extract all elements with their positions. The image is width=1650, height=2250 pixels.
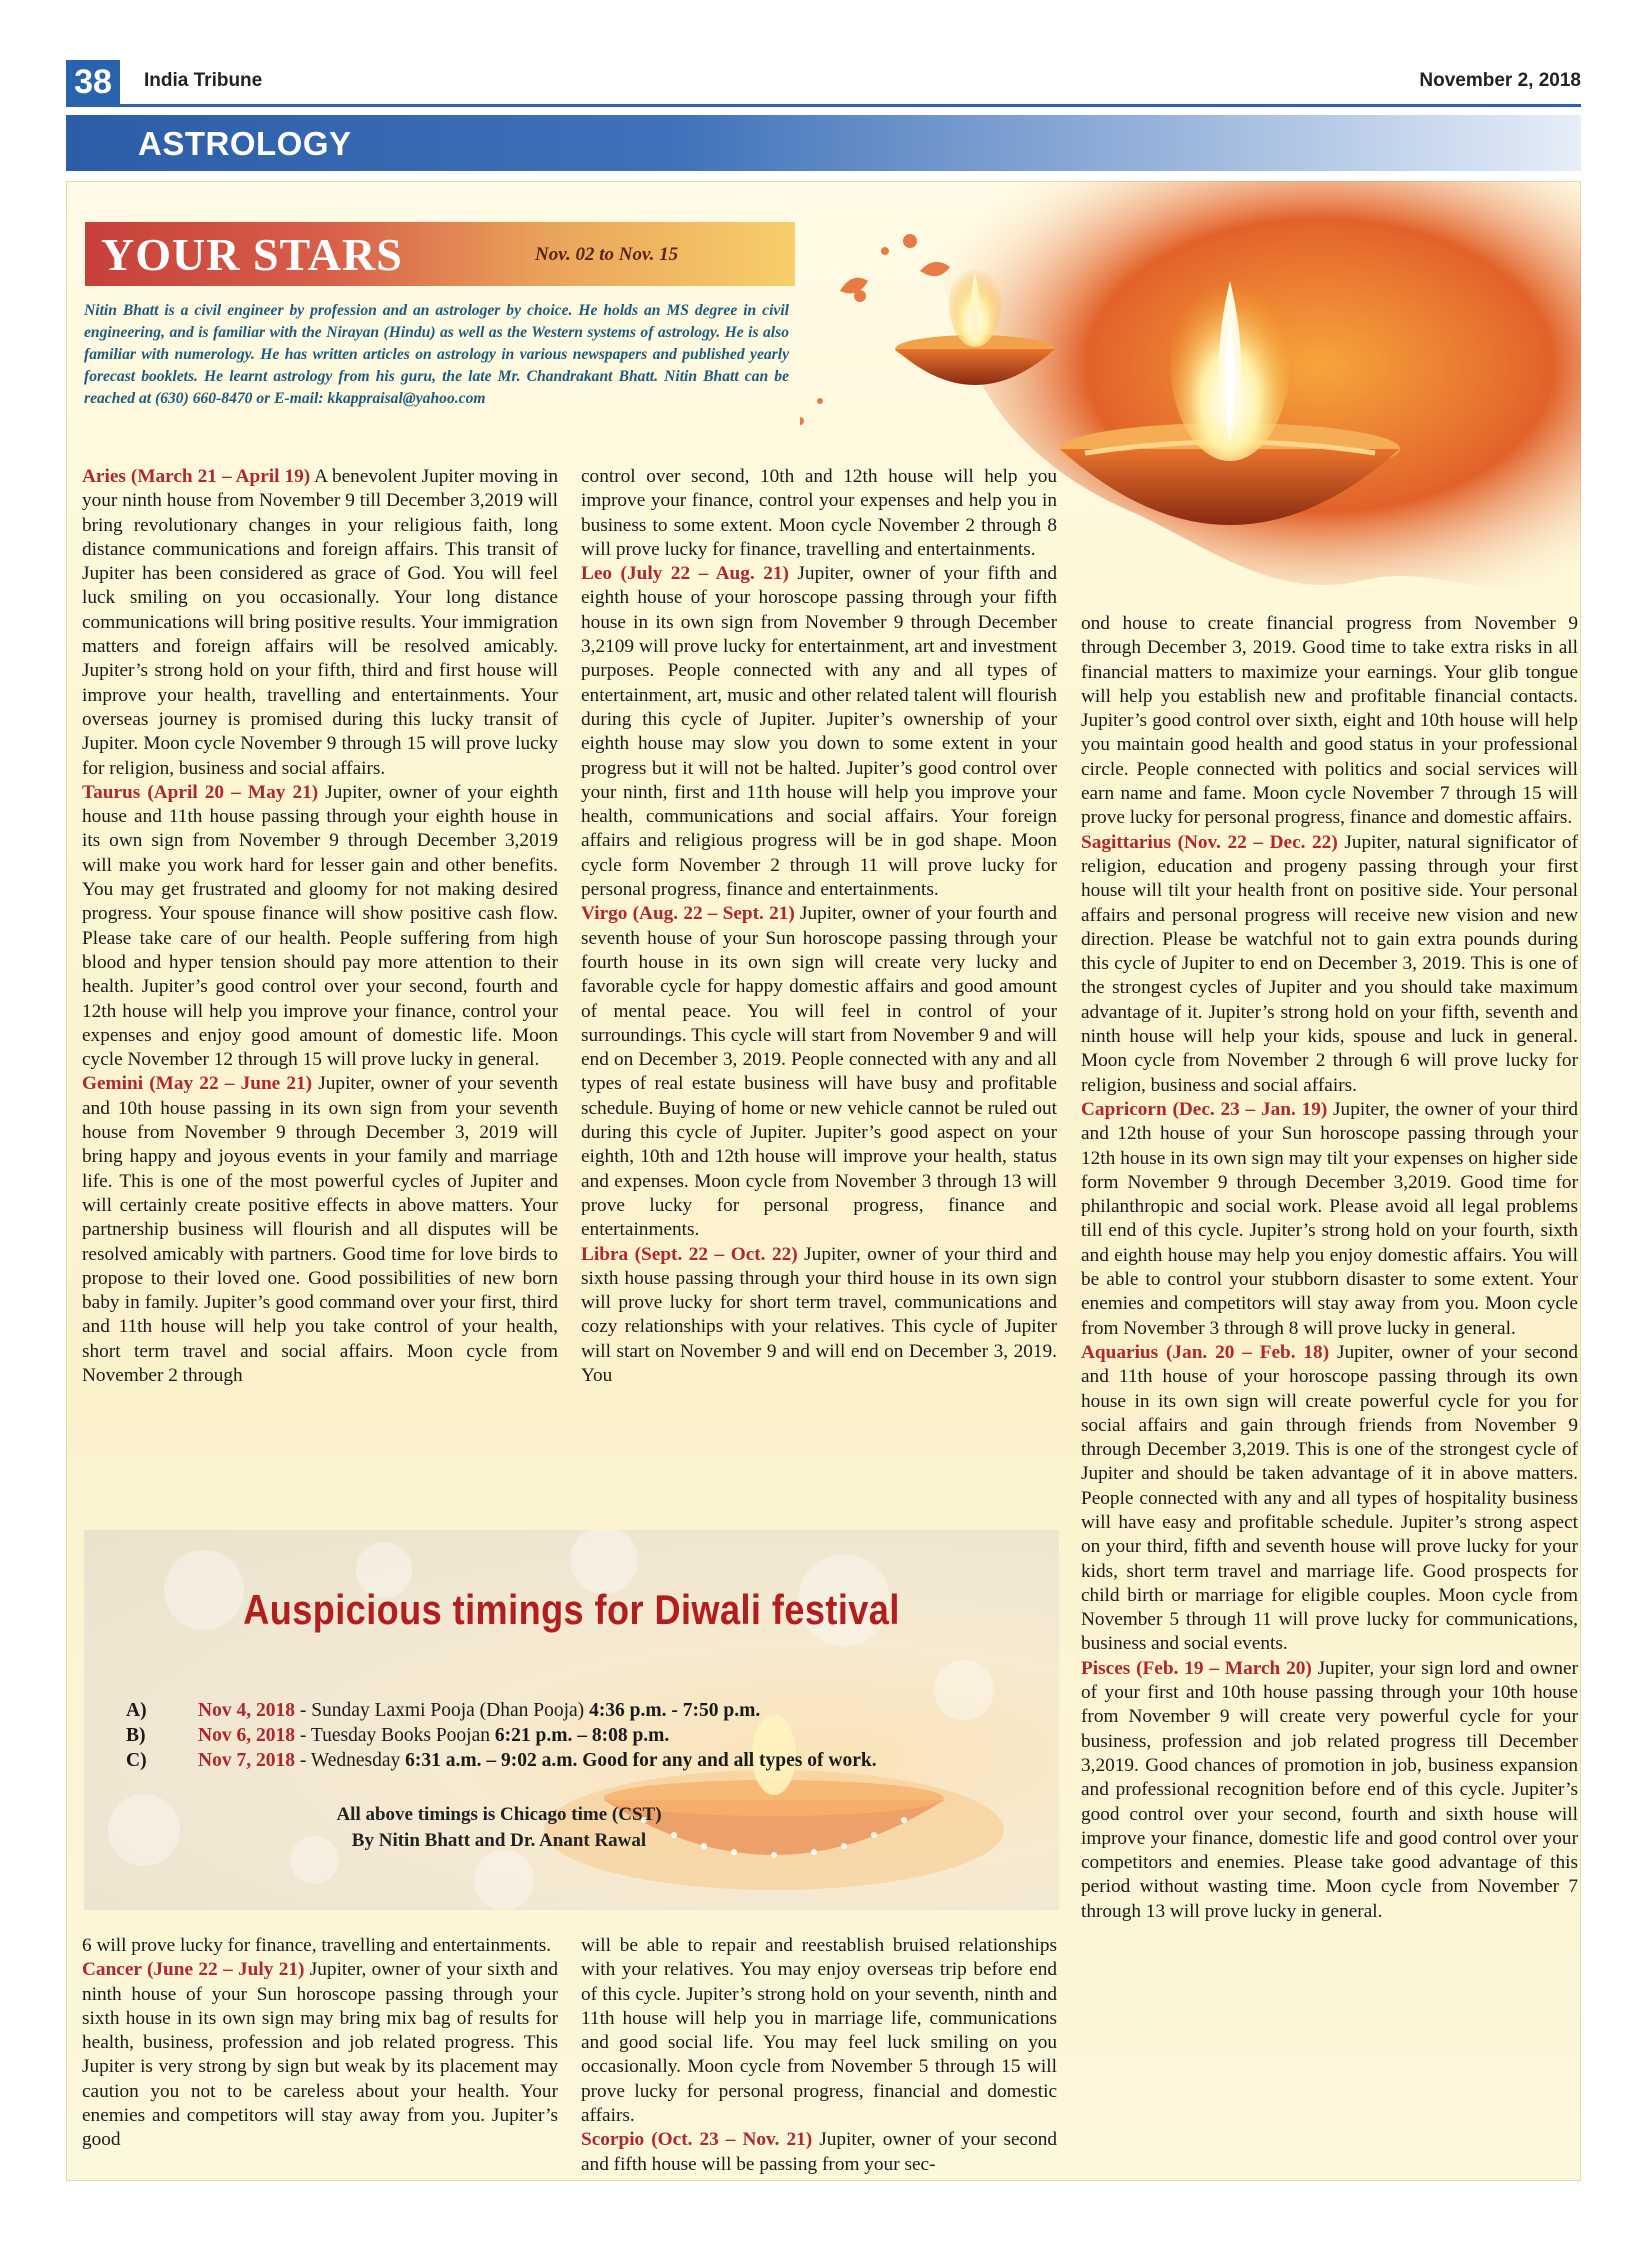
horoscope-text: Jupiter, owner of your third and sixth house passing through your third house in its own sign will prove lucky for short term travel, communications and cozy relationships with your relatives. This cycle of Jupiter will start on November 9 and will end on December 3, 2019. You	[581, 1243, 1058, 1386]
sign-heading: Sagittarius (Nov. 22 – Dec. 22)	[1081, 831, 1338, 853]
continued-text: 6 will prove lucky for finance, travelling and entertainments.	[82, 1935, 552, 1956]
continued-text: ond house to create financial progress from November 9 through December 3, 2019. Good time to take extra risks in all financial matters to maximize your earnings. Your glib tongue will help you establish new and profitable financial contacts. Jupiter’s good control over sixth, eight and 10th house will help you maintain good health and good status in your professional circle. People connected with politics and social services will earn name and fame. Moon cycle November 7 through 15 will prove lucky for personal progress, finance and domestic affairs.	[1081, 613, 1578, 829]
timing-desc: - Sunday Laxmi Pooja (Dhan Pooja)	[294, 1700, 590, 1721]
horoscope-taurus	[82, 781, 558, 1073]
sign-heading: Leo (July 22 – Aug. 21)	[581, 563, 789, 585]
sign-heading: Scorpio (Oct. 23 – Nov. 21)	[581, 2129, 813, 2151]
horoscope-libra	[581, 1243, 1057, 1389]
timing-time: 4:36 p.m. - 7:50 p.m.	[589, 1700, 761, 1721]
sign-heading: Libra (Sept. 22 – Oct. 22)	[581, 1243, 798, 1265]
column-2-top	[581, 465, 1057, 1388]
timing-letter: B)	[126, 1725, 146, 1746]
horoscope-text: Jupiter, natural significator of religion, education and progeny passing through your first house will tilt your health front on positive side. Your personal affairs and personal progress will receive new vision and new direction. Please be watchful not to gain extra pounds during this cycle of Jupiter to end on December 3, 2019. This is one of the strongest cycles of Jupiter and you should take maximum advantage of it. Jupiter’s strong hold on your fifth, seventh and ninth house will help your kids, spouse and luck in general. Moon cycle from November 2 through 6 will prove lucky for religion, business and social affairs.	[1081, 831, 1578, 1096]
timing-letter: A)	[126, 1700, 147, 1721]
horoscope-pisces	[1081, 1657, 1578, 1924]
horoscope-capricorn	[1081, 1098, 1578, 1341]
horoscope-aquarius	[1081, 1341, 1578, 1657]
timing-time: 6:21 p.m. – 8:08 p.m.	[494, 1725, 670, 1746]
timing-date: Nov 4, 2018	[198, 1700, 295, 1721]
horoscope-text: Jupiter, the owner of your third and 12th house of your Sun horoscope passing through your 12th house in its own sign may tilt your expenses on higher side form November 9 through December 3,2019. Good time for philanthropic and social work. Please avoid all legal problems till end of this cycle. Jupiter’s strong hold on your fourth, sixth and eighth house may help you enjoy domestic affairs. You will be able to control your stubborn disaster to some extent. Your enemies and competitors will stay away from you. Moon cycle from November 3 through 8 will prove lucky in general.	[1081, 1098, 1578, 1339]
horoscope-virgo	[581, 902, 1057, 1242]
horoscope-gemini	[82, 1072, 558, 1388]
section-bar	[66, 115, 1581, 171]
horoscope-leo	[581, 562, 1057, 902]
timing-desc: - Tuesday Books Poojan	[294, 1725, 495, 1746]
timing-desc: - Wednesday	[294, 1750, 406, 1771]
diwali-credit: By Nitin Bhatt and Dr. Anant Rawal	[351, 1830, 647, 1851]
timing-extra: Good for any and all types of work.	[577, 1750, 877, 1771]
sign-heading: Taurus (April 20 – May 21)	[82, 781, 319, 803]
sign-heading: Gemini (May 22 – June 21)	[82, 1073, 313, 1095]
diwali-timings-box	[84, 1530, 1059, 1910]
timing-date: Nov 6, 2018	[198, 1725, 295, 1746]
sign-heading: Capricorn (Dec. 23 – Jan. 19)	[1081, 1098, 1328, 1120]
column-3	[1081, 612, 1578, 1924]
diwali-note: All above timings is Chicago time (CST)	[336, 1804, 662, 1825]
diwali-timing-row	[126, 1725, 669, 1747]
continued-text: will be able to repair and reestablish bruised relationships with your relatives. You may enjoy overseas trip before end of this cycle. Jupiter’s strong hold on your seventh, ninth and 11th house will help you in marriage life, communications and good social life. You may feel luck smiling on you occasionally. Moon cycle from November 5 through 15 will prove lucky for personal progress, financial and domestic affairs.	[581, 1935, 1057, 2127]
column-1-bottom	[82, 1934, 558, 2153]
horoscope-cancer	[82, 1958, 558, 2152]
horoscope-text: Jupiter, owner of your second and fifth house will be passing from your sec-	[581, 2129, 1057, 2175]
diwali-title: Auspicious timings for Diwali festival	[243, 1586, 900, 1633]
author-bio: Nitin Bhatt is a civil engineer by profession and an astrologer by choice. He holds an MS degree in civil engineering, and is familiar with the Nirayan (Hindu) as well as the Western systems of astrology. He is also familiar with numerology. He has written articles on astrology in various newspapers and published yearly forecast booklets. He learnt astrology from his guru, the late Mr. Chandrakant Bhatt. Nitin Bhatt can be reached at (630) 660-8470 or E-mail: kkappraisal@yahoo.com	[84, 302, 789, 407]
banner-title: YOUR STARS	[101, 229, 403, 280]
sign-heading: Virgo (Aug. 22 – Sept. 21)	[581, 903, 795, 925]
page-number: 38	[66, 60, 120, 104]
horoscope-text: Jupiter, your sign lord and owner of your first and 10th house passing through your 10th house from November 9 will create very powerful cycle for your business, profession and job related progress till December 3,2019. Good chances of promotion in job, business expansion and professional recognition before end of this cycle. Jupiter’s good control over your second, fourth and sixth house will improve your finance, domestic life and good control over your competitors and enemies. Please take good advantage of this period without wasting time. Moon cycle from November 7 through 13 will prove lucky in general.	[1081, 1657, 1578, 1922]
timing-time: 6:31 a.m. – 9:02 a.m.	[405, 1750, 578, 1771]
horoscope-text: Jupiter, owner of your fourth and seventh house of your Sun horoscope passing through your fourth house in its own sign will create very lucky and favorable cycle for happy domestic affairs and good amount of mental peace. You will feel in control of your surroundings. This cycle will start from November 9 and will end on December 3, 2019. People connected with any and all types of real estate business will have busy and profitable schedule. Buying of home or new vehicle cannot be ruled out during this cycle of Jupiter. Jupiter’s good aspect on your eighth, 10th and 12th house will improve your health, status and expenses. Moon cycle from November 3 through 13 will prove lucky for personal progress, finance and entertainments.	[581, 903, 1058, 1241]
horoscope-text: Jupiter, owner of your seventh and 10th house passing in its own sign from your seventh house from November 9 through December 3, 2019 will bring happy and joyous events in your family and marriage life. This is one of the most powerful cycles of Jupiter and will certainly create positive effects in above matters. Your partnership business will flourish and all disputes will be resolved amicably with partners. Good time for love birds to propose to their loved one. Good possibilities of new born baby in family. Jupiter’s good command over your first, third and 11th house will help you take control of your health, short term travel and social affairs. Moon cycle from November 2 through	[82, 1073, 558, 1386]
horoscope-text: Jupiter, owner of your fifth and eighth house of your horoscope passing through your fifth house in its own sign from November 9 through December 3,2109 will prove lucky for entertainment, art and investment purposes. People connected with any and all types of entertainment, art, music and other related talent will flourish during this cycle of Jupiter. Jupiter’s ownership of your eighth house may slow you down to some extent in your progress but it will not be halted. Jupiter’s good control over your ninth, first and 11th house will help you improve your health, communications and social affairs. Your foreign affairs and religious progress will be in god shape. Moon cycle form November 2 through 11 will prove lucky for personal progress, finance and entertainments.	[581, 563, 1057, 901]
sign-heading: Pisces (Feb. 19 – March 20)	[1081, 1657, 1312, 1679]
horoscope-text: Jupiter, owner of your sixth and ninth house of your Sun horoscope passing through your sixth house in its own sign may bring mix bag of results for health, business, profession and job related progress. This Jupiter is very strong by sign but weak by its placement may caution you not to be careless about your health. Your enemies and competitors will stay away from you. Jupiter’s good	[82, 1959, 558, 2151]
horoscope-scorpio	[581, 2128, 1057, 2177]
horoscope-aries	[82, 465, 558, 781]
timing-date: Nov 7, 2018	[198, 1750, 295, 1771]
timing-letter: C)	[126, 1750, 147, 1771]
column-1-top	[82, 465, 558, 1388]
continued-text: control over second, 10th and 12th house will help you improve your finance, control your expenses and help you in business to some extent. Moon cycle November 2 through 8 will prove lucky for finance, travelling and entertainments.	[581, 466, 1057, 560]
diwali-timing-row	[126, 1700, 760, 1722]
diwali-timing-row	[126, 1750, 877, 1772]
publication-name: India Tribune	[144, 70, 263, 91]
sign-heading: Aries (March 21 – April 19)	[82, 466, 311, 487]
column-2-bottom	[581, 1934, 1057, 2177]
section-title: ASTROLOGY	[138, 125, 352, 162]
page-header	[66, 60, 1581, 104]
issue-date: November 2, 2018	[1419, 70, 1581, 91]
horoscope-text: Jupiter, owner of your eighth house and 11th house passing through your eighth house in its own sign from November 9 through December 3,2019 will make you work hard for lesser gain and other benefits. You may get frustrated and gloomy for not making desired progress. Your spouse finance will show positive cash flow. Please take care of our health. People suffering from high blood and hyper tension should pay more attention to their health. Jupiter’s good control over your second, fourth and 12th house will help you improve your finance, control your expenses and enjoy good amount of domestic life. Moon cycle November 12 through 15 will prove lucky in general.	[82, 781, 558, 1071]
banner-date-range: Nov. 02 to Nov. 15	[535, 244, 679, 265]
horoscope-sagittarius	[1081, 831, 1578, 1098]
header-rule	[66, 104, 1581, 107]
horoscope-text: A benevolent Jupiter moving in your ninth house from November 9 till December 3,2019 will bring revolutionary changes in your religious faith, long distance communications and foreign affairs. This transit of Jupiter has been considered as grace of God. You will feel luck smiling on you occasionally. Your long distance communications will bring positive results. Your immigration matters and foreign affairs will be resolved amicably. Jupiter’s strong hold on your fifth, third and first house will improve your health, travelling and entertainments. Your overseas journey is promised during this lucky transit of Jupiter. Moon cycle November 9 through 15 will prove lucky for religion, business and social affairs.	[82, 466, 558, 779]
horoscope-text: Jupiter, owner of your second and 11th house of your horoscope passing through its own house in its own sign will create powerful cycle for you for social affairs and gain through friends from November 9 through December 3,2019. This is one of the strongest cycle of Jupiter and should be taken advantage of it in above matters. People connected with any and all types of hospitality business will have easy and profitable schedule. Jupiter’s strong aspect on your third, fifth and seventh house will prove lucky for your kids, short term travel and marriage life. Good prospects for child birth or marriage for eligible couples. Moon cycle from November 5 through 11 will prove lucky for communications, business and social events.	[1081, 1341, 1578, 1655]
sign-heading: Aquarius (Jan. 20 – Feb. 18)	[1081, 1341, 1330, 1363]
your-stars-banner	[85, 222, 795, 286]
sign-heading: Cancer (June 22 – July 21)	[82, 1959, 305, 1981]
